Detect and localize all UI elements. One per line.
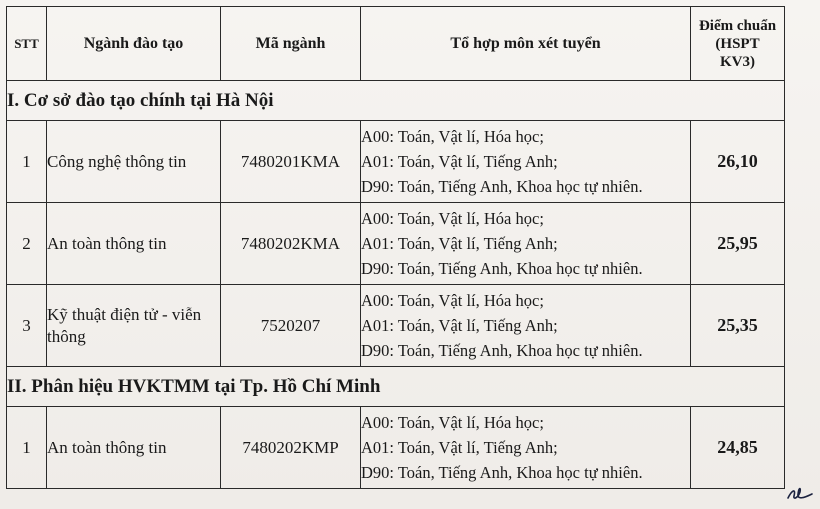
- row-combos: [361, 285, 691, 367]
- row-stt: 1: [7, 407, 47, 489]
- combo-line: A00: Toán, Vật lí, Hóa học;: [361, 127, 544, 146]
- table-header-row: [7, 7, 785, 81]
- combo-line: D90: Toán, Tiếng Anh, Khoa học tự nhiên.: [361, 177, 643, 196]
- row-stt: 3: [7, 285, 47, 367]
- section-row: [7, 81, 785, 121]
- header-score: [691, 7, 785, 81]
- row-code: 7520207: [221, 285, 361, 367]
- section-row: [7, 367, 785, 407]
- section-title: I. Cơ sở đào tạo chính tại Hà Nội: [7, 81, 785, 121]
- row-score: 25,35: [691, 285, 785, 367]
- row-code: 7480202KMA: [221, 203, 361, 285]
- row-score: 24,85: [691, 407, 785, 489]
- table-row: [7, 285, 785, 367]
- row-major: Công nghệ thông tin: [47, 121, 221, 203]
- header-score-line: Điểm chuẩn: [698, 17, 777, 34]
- row-score: 26,10: [691, 121, 785, 203]
- row-score: 25,95: [691, 203, 785, 285]
- row-major: An toàn thông tin: [47, 407, 221, 489]
- combo-line: D90: Toán, Tiếng Anh, Khoa học tự nhiên.: [361, 341, 643, 360]
- row-code: 7480202KMP: [221, 407, 361, 489]
- combo-line: A00: Toán, Vật lí, Hóa học;: [361, 209, 544, 228]
- admission-score-table: [6, 6, 785, 489]
- table-row: [7, 121, 785, 203]
- row-major: Kỹ thuật điện tử - viễn thông: [47, 285, 221, 367]
- row-combos: [361, 407, 691, 489]
- row-major: An toàn thông tin: [47, 203, 221, 285]
- section-title: II. Phân hiệu HVKTMM tại Tp. Hồ Chí Minh: [7, 367, 785, 407]
- row-combos: [361, 121, 691, 203]
- combo-line: A01: Toán, Vật lí, Tiếng Anh;: [361, 316, 558, 335]
- combo-line: D90: Toán, Tiếng Anh, Khoa học tự nhiên.: [361, 259, 643, 278]
- header-major: Ngành đào tạo: [47, 7, 221, 81]
- header-combos: Tổ hợp môn xét tuyển: [361, 7, 691, 81]
- table-row: [7, 407, 785, 489]
- row-stt: 1: [7, 121, 47, 203]
- header-score-line: KV3): [720, 53, 755, 70]
- row-combos: [361, 203, 691, 285]
- header-stt: STT: [7, 7, 47, 81]
- combo-line: D90: Toán, Tiếng Anh, Khoa học tự nhiên.: [361, 463, 643, 482]
- header-score-line: (HSPT: [715, 35, 760, 52]
- combo-line: A01: Toán, Vật lí, Tiếng Anh;: [361, 234, 558, 253]
- table-row: [7, 203, 785, 285]
- header-code: Mã ngành: [221, 7, 361, 81]
- combo-line: A00: Toán, Vật lí, Hóa học;: [361, 291, 544, 310]
- combo-line: A01: Toán, Vật lí, Tiếng Anh;: [361, 438, 558, 457]
- row-stt: 2: [7, 203, 47, 285]
- row-code: 7480201KMA: [221, 121, 361, 203]
- combo-line: A01: Toán, Vật lí, Tiếng Anh;: [361, 152, 558, 171]
- combo-line: A00: Toán, Vật lí, Hóa học;: [361, 413, 544, 432]
- handwritten-signature: [784, 478, 816, 504]
